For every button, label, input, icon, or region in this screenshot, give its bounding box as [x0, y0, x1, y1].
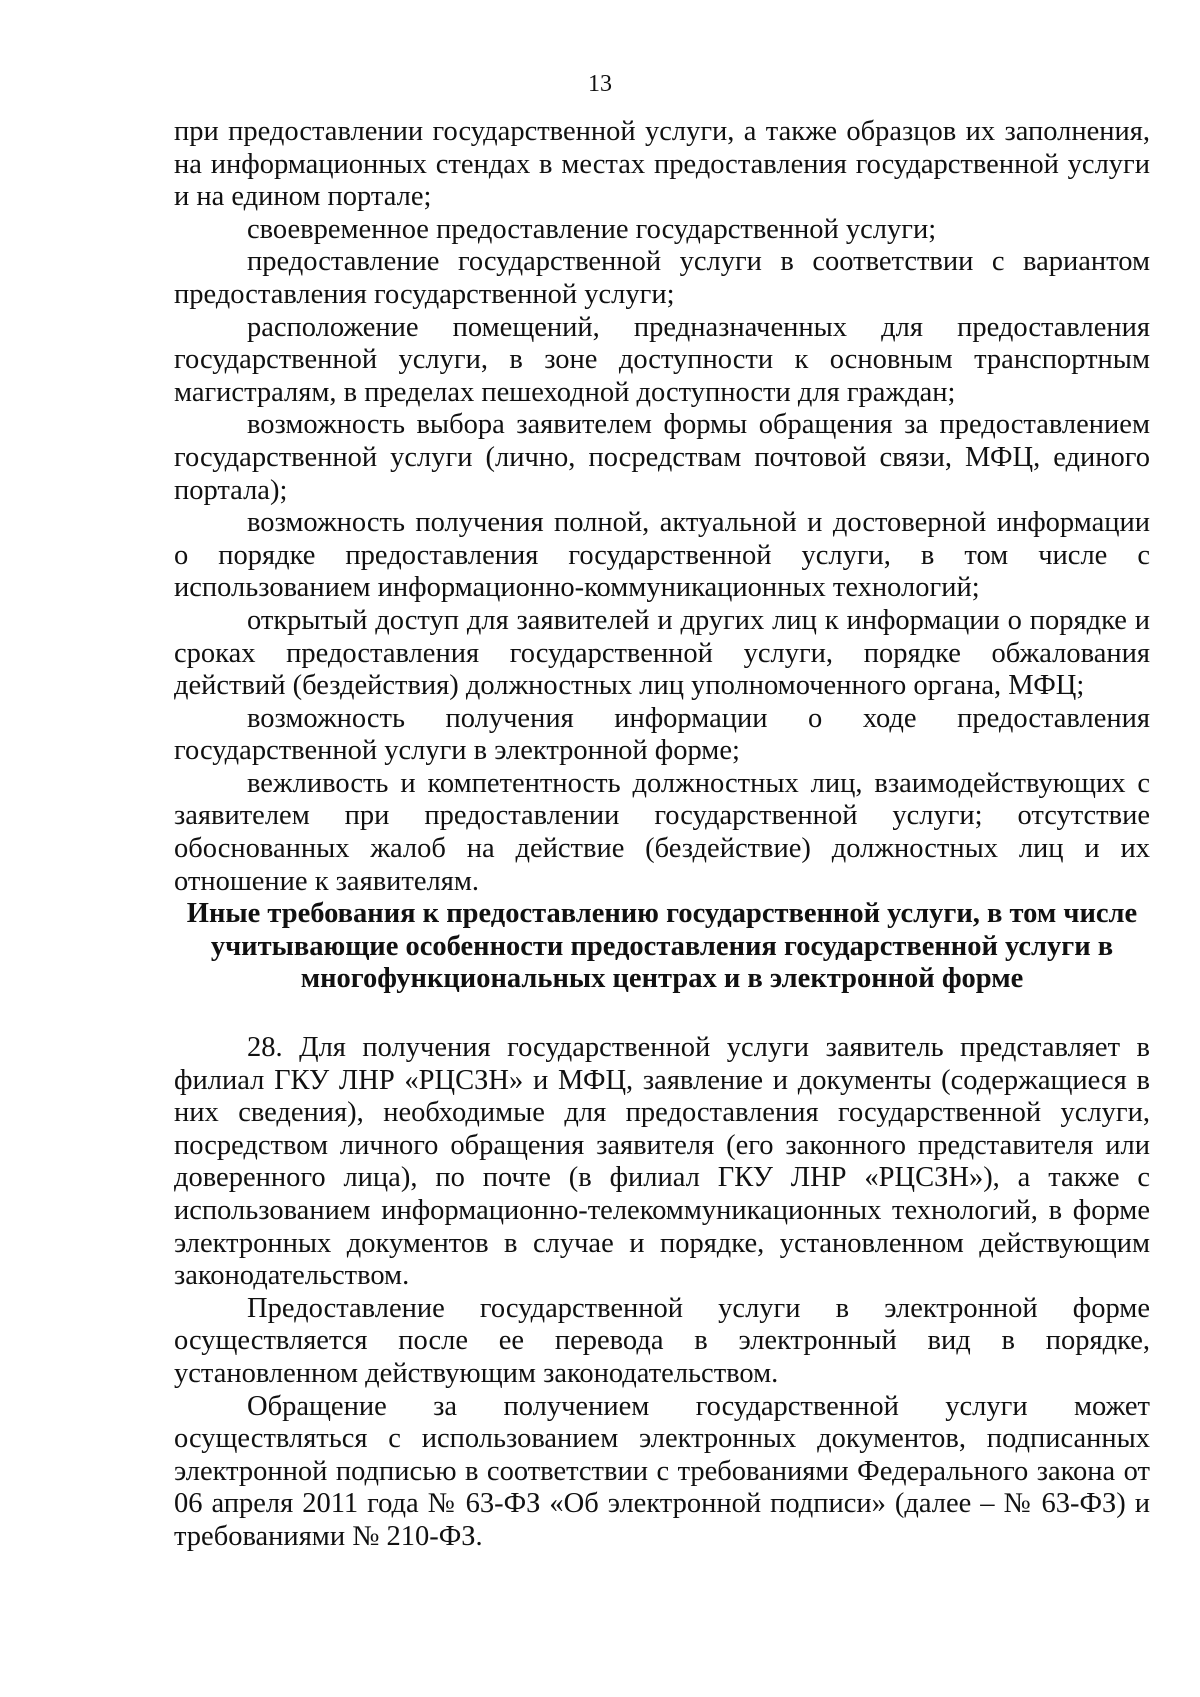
document-body	[174, 116, 1150, 1554]
paragraph: при предоставлении государственной услуги, а также образцов их заполнения, на информационных стендах в местах предоставления государственной услуги и на едином портале;	[174, 116, 1150, 213]
paragraph: вежливость и компетентность должностных лиц, взаимодействующих с заявителем при предоставлении государственной услуги; отсутствие обоснованных жалоб на действие (бездействие) должностных лиц и их отношение к заявителям.	[174, 767, 1150, 897]
page-number: 13	[588, 71, 612, 97]
paragraph: возможность выбора заявителем формы обращения за предоставлением государственной услуги (лично, посредствам почтовой связи, МФЦ, единого портала);	[174, 409, 1150, 506]
paragraph: открытый доступ для заявителей и других лиц к информации о порядке и сроках предоставления государственной услуги, порядке обжалования действий (бездействия) должностных лиц уполномоченного органа, МФЦ;	[174, 604, 1150, 702]
section-heading: Иные требования к предоставлению государственной услуги, в том числе учитывающие особенности предоставления государственной услуги в многофункциональных центрах и в электронной форме	[186, 898, 1138, 995]
paragraph: Предоставление государственной услуги в электронной форме осуществляется после ее перевода в электронный вид в порядке, установленном действующим законодательством.	[174, 1292, 1150, 1389]
paragraph: своевременное предоставление государственной услуги;	[247, 213, 937, 245]
paragraph: расположение помещений, предназначенных для предоставления государственной услуги, в зоне доступности к основным транспортным магистралям, в пределах пешеходной доступности для граждан;	[174, 311, 1150, 408]
section-spacer	[174, 996, 1150, 1032]
paragraph: возможность получения полной, актуальной и достоверной информации о порядке предоставления государственной услуги, в том числе с использованием информационно-коммуникационных технологий;	[174, 507, 1150, 604]
paragraph: Обращение за получением государственной услуги может осуществляться с использованием электронных документов, подписанных электронной подписью в соответствии с требованиями Федерального закона от 06 апреля 2011 года № 63-ФЗ «Об электронной подписи» (далее – № 63-ФЗ) и требованиями № 210-ФЗ.	[174, 1390, 1150, 1552]
paragraph: возможность получения информации о ходе предоставления государственной услуги в электронной форме;	[174, 702, 1150, 767]
paragraph: 28. Для получения государственной услуги заявитель представляет в филиал ГКУ ЛНР «РЦСЗН» и МФЦ, заявление и документы (содержащиеся в них сведения), необходимые для предоставления государственной услуги, посредством личного обращения заявителя (его законного представителя или доверенного лица), по почте (в филиал ГКУ ЛНР «РЦСЗН»), а также с использованием информационно-телекоммуникационных технологий, в форме электронных документов в случае и порядке, установленном действующим законодательством.	[174, 1032, 1150, 1292]
paragraph: предоставление государственной услуги в соответствии с вариантом предоставления государственной услуги;	[174, 246, 1150, 310]
